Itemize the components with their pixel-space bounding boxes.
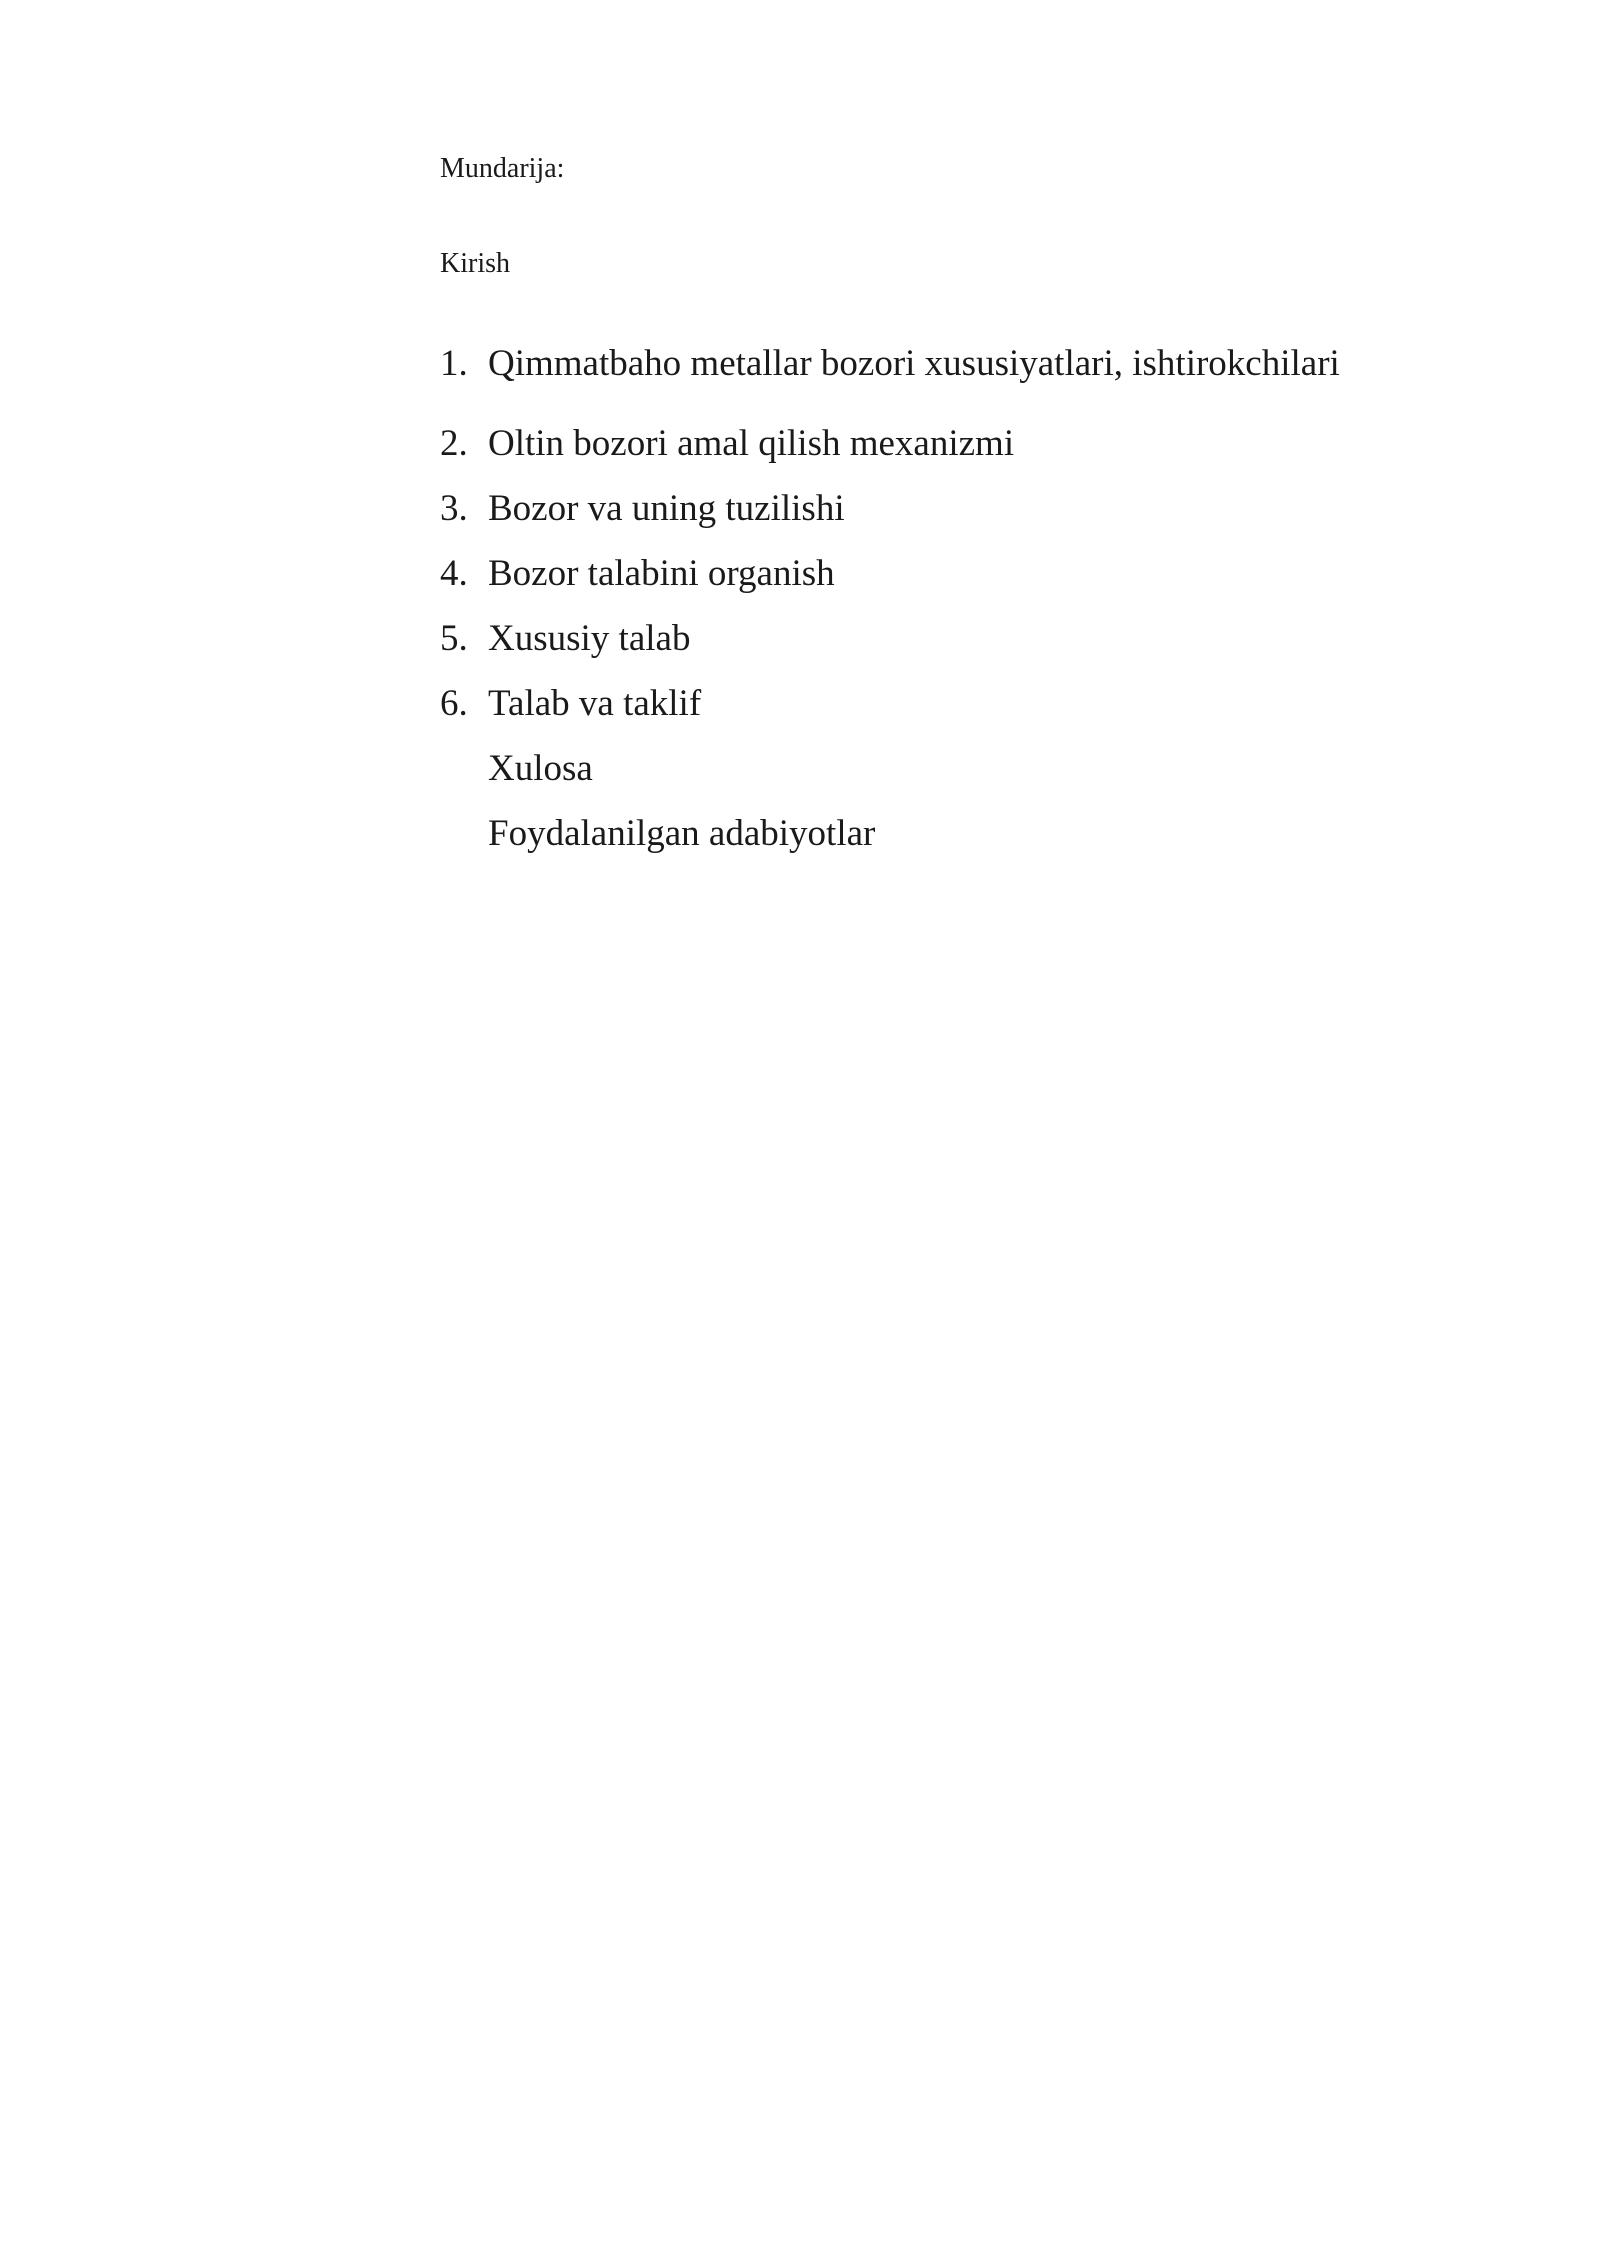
toc-item-title: Xulosa [488,748,593,789]
toc-item-title: Bozor va uning tuzilishi [488,488,845,529]
toc-item-number: 5. [440,618,468,659]
toc-item-title: Bozor talabini organish [488,553,835,594]
toc-item-number: 4. [440,553,468,594]
toc-item-title: Xususiy talab [488,618,691,659]
toc-item-number: 1. [440,343,468,384]
toc-item-number: 2. [440,423,468,464]
toc-heading: Mundarija: [440,153,565,184]
toc-item-title: Foydalanilgan adabiyotlar [488,813,876,854]
toc-intro-item: Kirish [440,248,510,279]
toc-item-title: Oltin bozori amal qilish mexanizmi [488,423,1015,464]
toc-item-number: 3. [440,488,468,529]
toc-item-number: 6. [440,683,468,724]
toc-item-title: Qimmatbaho metallar bozori xususiyatlari, ishtirokchilari [488,343,1340,384]
toc-item-title: Talab va taklif [488,683,702,724]
